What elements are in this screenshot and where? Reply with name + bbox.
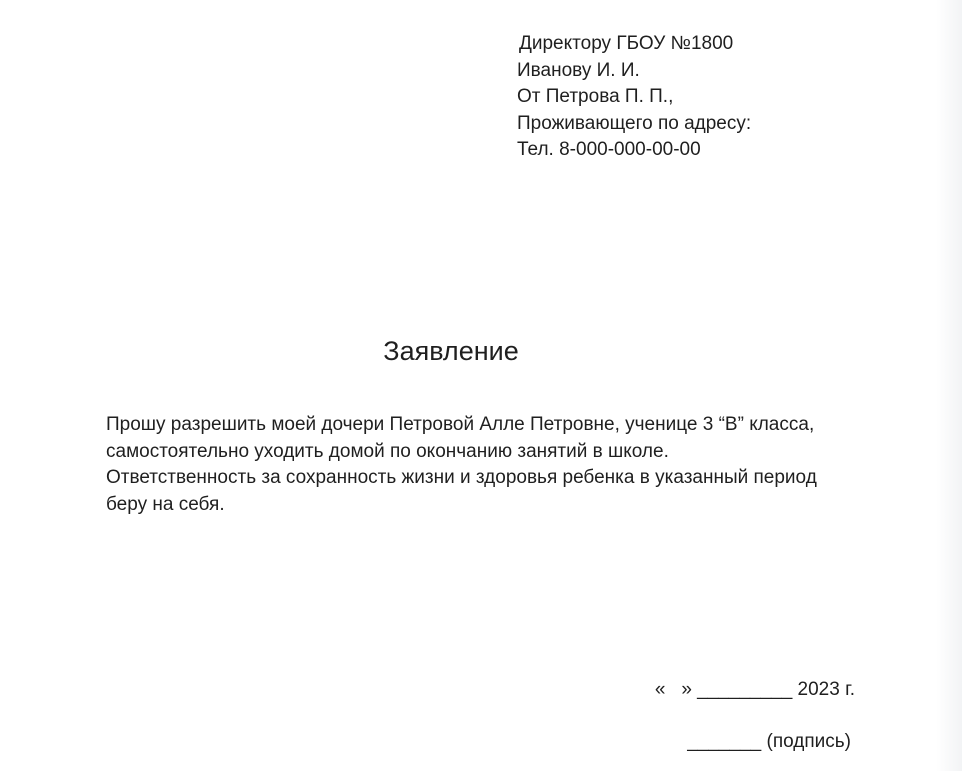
sender-line: От Петрова П. П., xyxy=(517,86,674,107)
address-line: Проживающего по адресу: xyxy=(517,112,752,134)
phone-line: Тел. 8-000-000-00-00 xyxy=(517,139,701,160)
body-line: Прошу разрешить моей дочери Петровой Алле Петровне, ученице 3 “В” класса, xyxy=(106,414,815,435)
body-line: Ответственность за сохранность жизни и здоровья ребенка в указанный период xyxy=(106,467,817,488)
addressee-line: Иванову И. И. xyxy=(517,59,640,81)
page-edge-shadow xyxy=(936,0,962,771)
addressee-block xyxy=(517,31,877,164)
statement-body xyxy=(106,412,876,518)
body-line: самостоятельно уходить домой по окончанию занятий в школе. xyxy=(106,440,669,462)
document-title: Заявление xyxy=(383,336,519,366)
addressee-line: Директору ГБОУ №1800 xyxy=(519,33,734,54)
date-line: « » _________ 2023 г. xyxy=(654,679,855,700)
signature-line: _______ (подпись) xyxy=(687,731,851,752)
body-line: беру на себя. xyxy=(106,493,225,515)
